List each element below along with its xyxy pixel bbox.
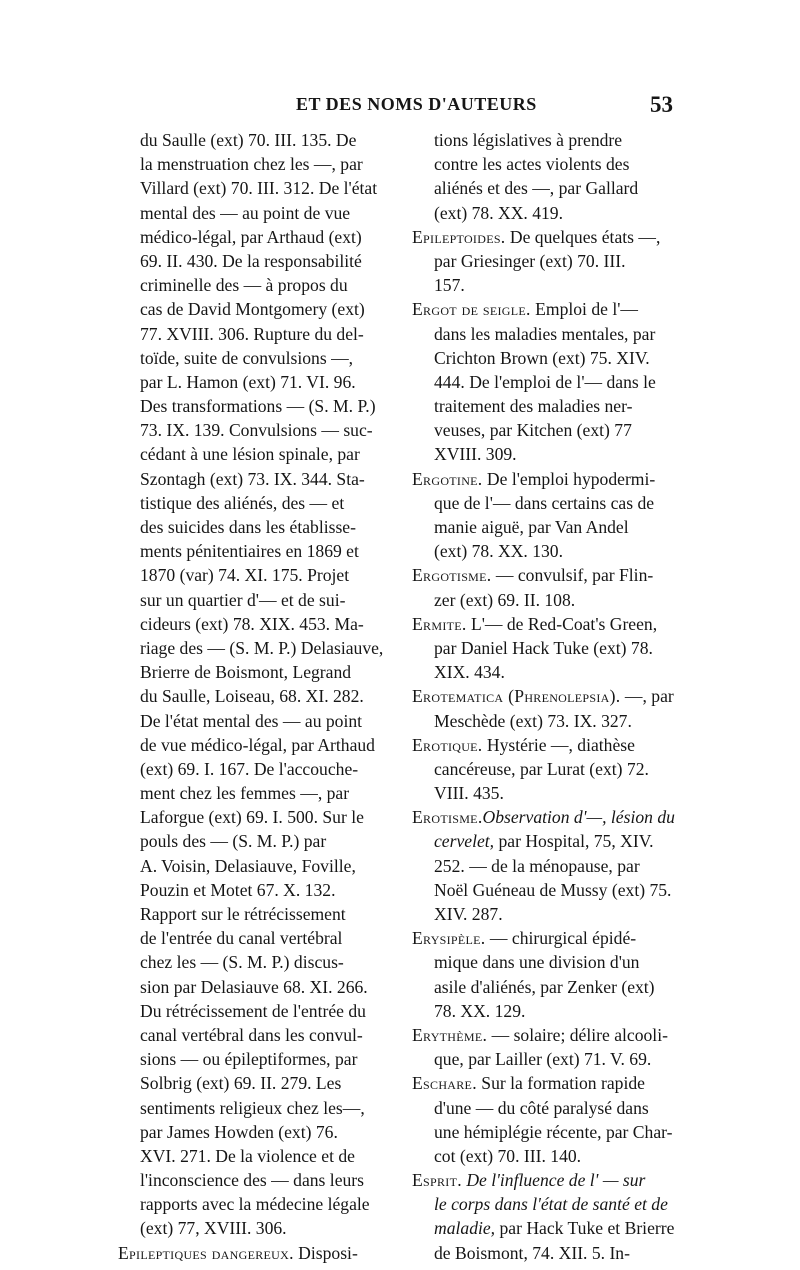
line-text: 157.	[434, 275, 465, 296]
index-line	[412, 152, 680, 176]
line-text: Hystérie —, diathèse	[482, 734, 635, 755]
index-line	[412, 201, 680, 225]
line-text: Villard (ext) 70. III. 312. De l'état	[140, 178, 378, 199]
line-text: 77. XVIII. 306. Rupture du del-	[140, 323, 364, 344]
line-text: Disposi-	[293, 1242, 358, 1263]
index-line	[412, 225, 680, 249]
index-line	[118, 201, 400, 225]
line-text: médico-légal, par Arthaud (ext)	[140, 226, 362, 247]
line-text: De l'état mental des — au point	[140, 710, 363, 731]
line-text: cideurs (ext) 78. XIX. 453. Ma-	[140, 613, 364, 634]
line-text: Solbrig (ext) 69. II. 279. Les	[140, 1073, 342, 1094]
italic-text: le corps dans l'état de santé et de	[434, 1194, 668, 1215]
entry-headword: Ergot de seigle.	[412, 299, 531, 320]
index-line	[118, 612, 400, 636]
index-line	[118, 733, 400, 757]
index-line	[412, 539, 680, 563]
index-line	[412, 1168, 680, 1192]
index-line	[118, 1023, 400, 1047]
italic-text: cervelet,	[434, 831, 495, 852]
line-text: Noël Guéneau de Mussy (ext) 75.	[434, 879, 672, 900]
index-line	[412, 709, 680, 733]
left-column	[118, 128, 400, 1265]
index-line	[118, 636, 400, 660]
index-line	[118, 491, 400, 515]
index-line	[412, 1144, 680, 1168]
line-text: 73. IX. 139. Convulsions — suc-	[140, 420, 373, 441]
index-line	[118, 1047, 400, 1071]
line-text: cancéreuse, par Lurat (ext) 72.	[434, 758, 649, 779]
line-text: du Saulle, Loiseau, 68. XI. 282.	[140, 686, 364, 707]
line-text: du Saulle (ext) 70. III. 135. De	[140, 130, 357, 150]
line-text: 444. De l'emploi de l'— dans le	[434, 371, 656, 392]
line-text: par Griesinger (ext) 70. III.	[434, 250, 626, 271]
index-line	[118, 950, 400, 974]
line-text: d'une — du côté paralysé dans	[434, 1097, 649, 1118]
index-line	[412, 1023, 680, 1047]
line-text: L'— de Red-Coat's Green,	[466, 613, 658, 634]
line-text: mique dans une division d'un	[434, 952, 640, 973]
index-line	[412, 588, 680, 612]
index-line	[412, 249, 680, 273]
line-text: manie aiguë, par Van Andel	[434, 517, 629, 537]
index-line	[118, 829, 400, 853]
line-text: par L. Hamon (ext) 71. VI. 96.	[140, 371, 356, 392]
index-line	[118, 225, 400, 249]
line-text: traitement des maladies ner-	[434, 396, 633, 417]
index-line	[412, 612, 680, 636]
line-text: chez les — (S. M. P.) discus-	[140, 952, 344, 973]
entry-headword: Ergotine.	[412, 468, 483, 489]
line-text: rapports avec la médecine légale	[140, 1194, 370, 1215]
italic-text: Observation d'—, lésion du	[482, 807, 675, 828]
line-text: — chirurgical épidé-	[485, 928, 637, 949]
line-text: asile d'aliénés, par Zenker (ext)	[434, 976, 655, 997]
index-line	[118, 660, 400, 684]
index-line	[118, 1192, 400, 1216]
line-text: par James Howden (ext) 76.	[140, 1121, 338, 1142]
index-line	[412, 418, 680, 442]
line-text: XIX. 434.	[434, 662, 505, 683]
running-head: ET DES NOMS D'AUTEURS	[296, 94, 537, 114]
index-line	[118, 442, 400, 466]
index-line	[118, 152, 400, 176]
line-text: A. Voisin, Delasiauve, Foville,	[140, 855, 356, 876]
line-text: par Hospital, 75, XIV.	[494, 831, 654, 852]
index-line	[118, 757, 400, 781]
line-text: mental des — au point de vue	[140, 202, 351, 223]
index-line	[118, 297, 400, 321]
entry-headword: Esprit.	[412, 1170, 462, 1191]
line-text: des suicides dans les établisse-	[140, 517, 356, 537]
index-line	[412, 346, 680, 370]
index-line	[118, 999, 400, 1023]
line-text: Meschède (ext) 73. IX. 327.	[434, 710, 632, 731]
line-text: zer (ext) 69. II. 108.	[434, 589, 576, 610]
line-text: Du rétrécissement de l'entrée du	[140, 1000, 366, 1021]
index-line	[412, 854, 680, 878]
line-text: sion par Delasiauve 68. XI. 266.	[140, 976, 368, 997]
index-line	[118, 805, 400, 829]
line-text: —, par	[620, 686, 674, 707]
page-header	[0, 92, 800, 128]
line-text: cédant à une lésion spinale, par	[140, 444, 360, 465]
line-text: ments pénitentiaires en 1869 et	[140, 541, 359, 562]
italic-text: De l'influence de l' — sur	[461, 1170, 646, 1191]
line-text: Rapport sur le rétrécissement	[140, 904, 346, 924]
index-line	[118, 1216, 400, 1240]
line-text: Laforgue (ext) 69. I. 500. Sur le	[140, 807, 364, 828]
line-text: tions législatives à prendre	[434, 130, 623, 150]
line-text: 252. — de la ménopause, par	[434, 855, 640, 876]
index-line	[412, 999, 680, 1023]
index-line	[118, 1241, 400, 1265]
line-text: Sur la formation rapide	[476, 1073, 645, 1094]
line-text: pouls des — (S. M. P.) par	[140, 831, 327, 852]
index-line	[412, 467, 680, 491]
line-text: De l'emploi hypodermi-	[482, 468, 656, 489]
index-line	[412, 975, 680, 999]
line-text: 69. II. 430. De la responsabilité	[140, 250, 362, 271]
index-line	[118, 902, 400, 926]
index-line	[412, 781, 680, 805]
index-line	[412, 563, 680, 587]
index-line	[118, 926, 400, 950]
entry-headword: Erotisme.	[412, 807, 483, 828]
index-line	[118, 563, 400, 587]
line-text: Brierre de Boismont, Legrand	[140, 662, 352, 683]
index-line	[118, 394, 400, 418]
index-line	[412, 1096, 680, 1120]
index-line	[118, 467, 400, 491]
index-line	[412, 636, 680, 660]
line-text: (ext) 78. XX. 419.	[434, 202, 563, 223]
index-line	[412, 273, 680, 297]
index-line	[412, 1216, 680, 1240]
line-text: contre les actes violents des	[434, 154, 630, 175]
line-text: Des transformations — (S. M. P.)	[140, 396, 376, 417]
entry-headword: Epileptiques dangereux.	[118, 1242, 294, 1263]
index-line	[412, 322, 680, 346]
index-line	[412, 878, 680, 902]
entry-headword: Erythème.	[412, 1024, 488, 1045]
index-line	[412, 297, 680, 321]
index-line	[412, 442, 680, 466]
index-line	[118, 322, 400, 346]
index-line	[118, 515, 400, 539]
line-text: la menstruation chez les —, par	[140, 154, 363, 175]
index-line	[412, 805, 680, 829]
line-text: canal vertébral dans les convul-	[140, 1024, 363, 1045]
line-text: de l'entrée du canal vertébral	[140, 928, 343, 949]
index-line	[412, 1047, 680, 1071]
line-text: Pouzin et Motet 67. X. 132.	[140, 879, 336, 900]
line-text: que, par Lailler (ext) 71. V. 69.	[434, 1049, 652, 1070]
line-text: l'inconscience des — dans leurs	[140, 1170, 365, 1191]
line-text: tistique des aliénés, des — et	[140, 492, 345, 513]
line-text: par Daniel Hack Tuke (ext) 78.	[434, 637, 653, 658]
index-line	[118, 128, 400, 152]
index-line	[118, 346, 400, 370]
index-line	[412, 1241, 680, 1265]
index-line	[118, 539, 400, 563]
line-text: une hémiplégie récente, par Char-	[434, 1121, 673, 1142]
page-number: 53	[650, 92, 673, 117]
line-text: par Hack Tuke et Brierre	[495, 1218, 675, 1239]
index-line	[412, 902, 680, 926]
entry-headword: Ermite.	[412, 613, 467, 634]
index-line	[412, 733, 680, 757]
index-line	[412, 757, 680, 781]
index-line	[412, 370, 680, 394]
index-line	[412, 515, 680, 539]
index-line	[412, 926, 680, 950]
index-line	[118, 1120, 400, 1144]
line-text: De quelques états —,	[505, 226, 661, 247]
entry-headword: Erotique.	[412, 734, 483, 755]
index-line	[412, 660, 680, 684]
line-text: VIII. 435.	[434, 783, 504, 804]
line-text: cot (ext) 70. III. 140.	[434, 1145, 582, 1166]
line-text: de vue médico-légal, par Arthaud	[140, 734, 375, 755]
line-text: — solaire; délire alcooli-	[487, 1024, 668, 1045]
line-text: XVI. 271. De la violence et de	[140, 1145, 355, 1166]
line-text: — convulsif, par Flin-	[491, 565, 654, 586]
line-text: (ext) 69. I. 167. De l'accouche-	[140, 758, 359, 779]
index-line	[118, 975, 400, 999]
index-line	[118, 418, 400, 442]
line-text: Emploi de l'—	[530, 299, 638, 320]
index-line	[412, 394, 680, 418]
index-line	[412, 1192, 680, 1216]
line-text: sur un quartier d'— et de sui-	[140, 589, 346, 610]
line-text: 78. XX. 129.	[434, 1000, 526, 1021]
index-line	[412, 1120, 680, 1144]
line-text: riage des — (S. M. P.) Delasiauve,	[140, 637, 384, 658]
entry-headword: Erotematica (Phrenolepsia).	[412, 686, 621, 707]
line-text: Szontagh (ext) 73. IX. 344. Sta-	[140, 468, 365, 489]
entry-headword: Epileptoides.	[412, 226, 506, 247]
index-line	[412, 176, 680, 200]
line-text: veuses, par Kitchen (ext) 77	[434, 420, 632, 441]
line-text: (ext) 78. XX. 130.	[434, 541, 563, 562]
line-text: aliénés et des —, par Gallard	[434, 178, 639, 199]
index-line	[118, 684, 400, 708]
line-text: XIV. 287.	[434, 904, 503, 924]
line-text: ment chez les femmes —, par	[140, 783, 350, 804]
index-line	[118, 1071, 400, 1095]
entry-headword: Ergotisme.	[412, 565, 492, 586]
index-line	[118, 781, 400, 805]
line-text: XVIII. 309.	[434, 444, 517, 465]
italic-text: maladie,	[434, 1218, 496, 1239]
index-line	[412, 950, 680, 974]
line-text: dans les maladies mentales, par	[434, 323, 656, 344]
line-text: 1870 (var) 74. XI. 175. Projet	[140, 565, 350, 586]
entry-headword: Eschare.	[412, 1073, 477, 1094]
index-line	[118, 588, 400, 612]
entry-headword: Erysipèle.	[412, 928, 486, 949]
index-line	[412, 829, 680, 853]
index-line	[412, 684, 680, 708]
index-line	[118, 1168, 400, 1192]
index-line	[118, 370, 400, 394]
index-line	[412, 1071, 680, 1095]
line-text: de Boismont, 74. XII. 5. In-	[434, 1242, 630, 1263]
line-text: Crichton Brown (ext) 75. XIV.	[434, 347, 650, 368]
line-text: cas de David Montgomery (ext)	[140, 299, 365, 320]
line-text: criminelle des — à propos du	[140, 275, 348, 296]
index-line	[412, 491, 680, 515]
index-line	[118, 273, 400, 297]
index-line	[118, 1096, 400, 1120]
index-line	[412, 128, 680, 152]
line-text: que de l'— dans certains cas de	[434, 492, 655, 513]
index-line	[118, 878, 400, 902]
line-text: toïde, suite de convulsions —,	[140, 347, 354, 368]
line-text: sentiments religieux chez les—,	[140, 1097, 365, 1118]
line-text: sions — ou épileptiformes, par	[140, 1049, 358, 1070]
index-line	[118, 854, 400, 878]
index-line	[118, 709, 400, 733]
line-text: (ext) 77, XVIII. 306.	[140, 1218, 287, 1239]
index-line	[118, 176, 400, 200]
right-column	[412, 128, 680, 1265]
index-line	[118, 249, 400, 273]
index-line	[118, 1144, 400, 1168]
